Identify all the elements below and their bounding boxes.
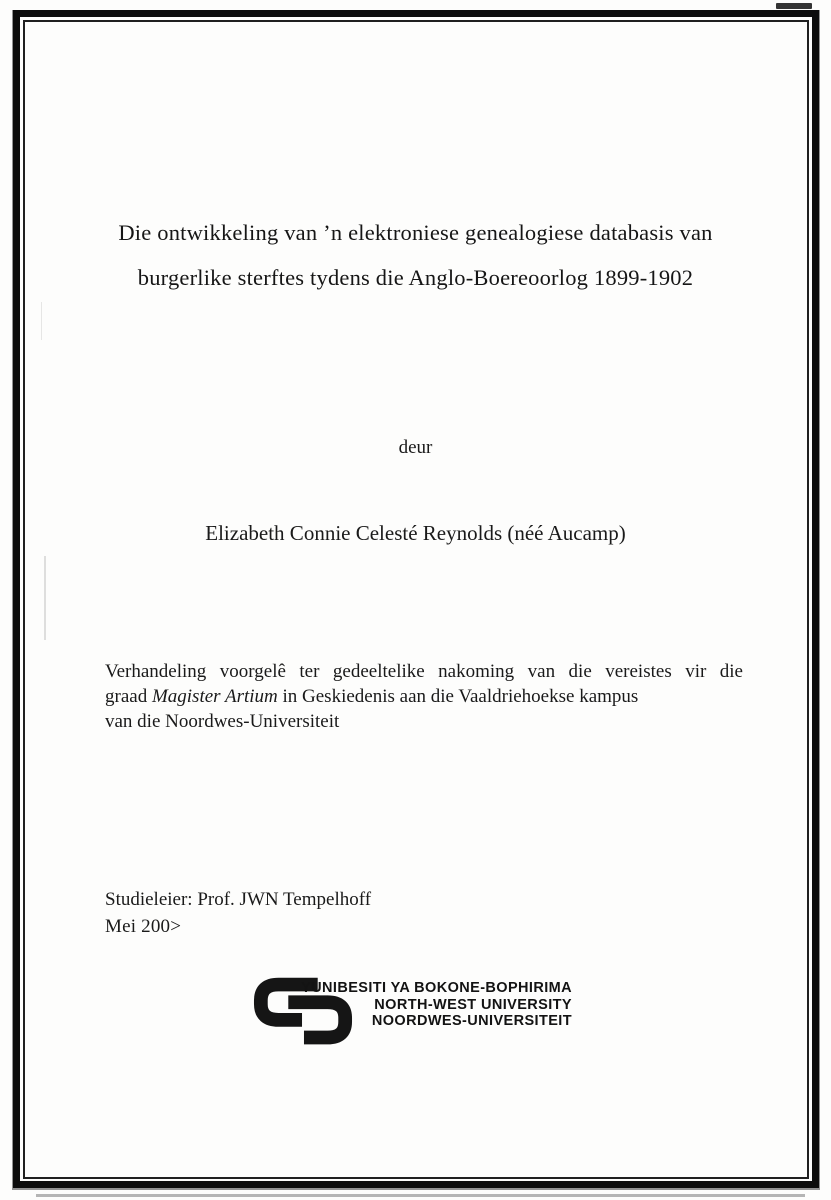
statement-line-2-post: in Geskiedenis aan die Vaaldriehoekse kampus	[277, 686, 639, 707]
statement-line-3: van die Noordwes-Universiteit	[105, 711, 340, 732]
statement-line-2	[105, 684, 743, 709]
submission-statement	[105, 659, 743, 734]
logo-line-2: NORTH-WEST UNIVERSITY	[374, 996, 572, 1013]
statement-line-1: Verhandeling voorgelê ter gedeeltelike nakoming van die vereistes vir die	[105, 661, 743, 682]
logo-line-3: NOORDWES-UNIVERSITEIT	[371, 1013, 572, 1029]
byline: deur	[398, 437, 433, 458]
scan-artifact	[776, 3, 812, 9]
date-line: Mei 200>	[105, 916, 182, 937]
logo-line-1: YUNIBESITI YA BOKONE-BOPHIRIMA	[301, 980, 572, 996]
supervisor-line: Studieleier: Prof. JWN Tempelhoff	[105, 889, 372, 910]
title-line-1: Die ontwikkeling van ’n elektroniese genealogiese databasis van	[118, 220, 713, 245]
scan-artifact	[36, 1194, 805, 1197]
degree-name-italic: Magister Artium	[151, 686, 278, 707]
thesis-title	[60, 210, 771, 300]
statement-line-2-pre: graad	[105, 686, 152, 707]
scan-artifact	[41, 302, 42, 340]
page-border-inner	[23, 20, 809, 1179]
supervisor-block	[105, 886, 371, 940]
title-line-2: burgerlike sterftes tydens die Anglo-Boereoorlog 1899-1902	[137, 265, 694, 290]
author-name: Elizabeth Connie Celesté Reynolds (néé Aucamp)	[205, 521, 626, 545]
scan-artifact	[44, 556, 46, 640]
